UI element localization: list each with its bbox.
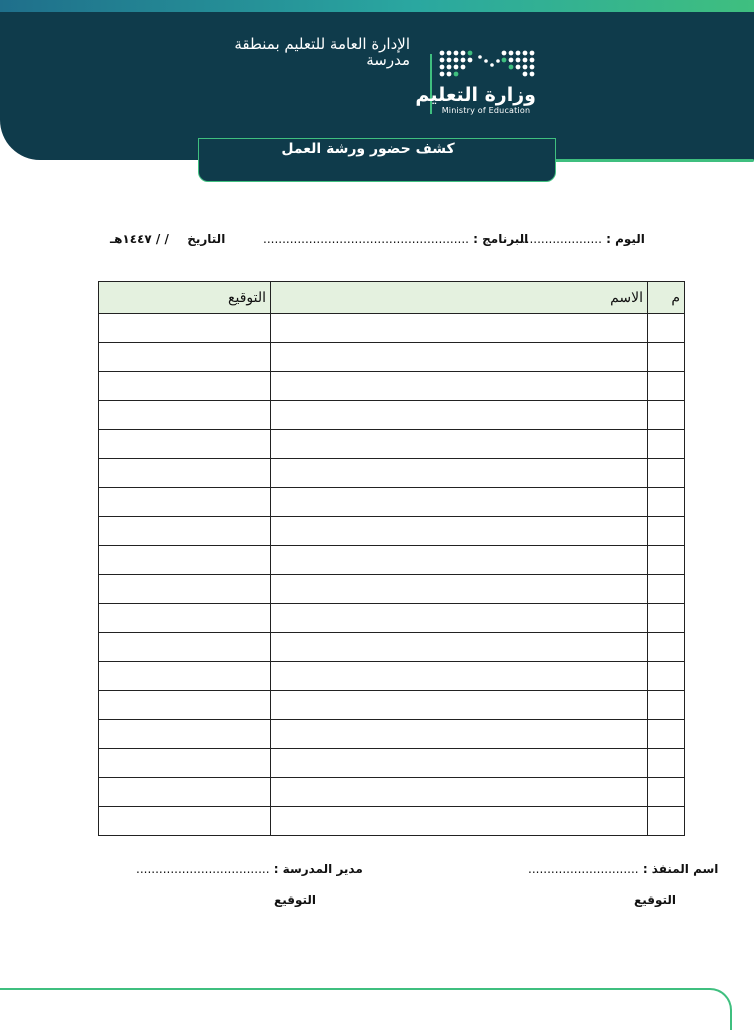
principal-field <box>136 862 363 876</box>
table-row <box>99 749 685 778</box>
date-label: التاريخ <box>187 232 226 246</box>
table-row <box>99 546 685 575</box>
table-row <box>99 314 685 343</box>
day-dots: ...................... <box>518 232 602 246</box>
row-name-cell[interactable] <box>271 372 648 401</box>
attendance-table <box>98 281 685 836</box>
table-row <box>99 430 685 459</box>
principal-label: مدير المدرسة : <box>273 862 363 876</box>
row-name-cell[interactable] <box>271 546 648 575</box>
principal-dots: ................................... <box>136 862 270 876</box>
row-name-cell[interactable] <box>271 604 648 633</box>
day-label: اليوم : <box>606 232 645 246</box>
row-number-cell[interactable] <box>648 488 685 517</box>
row-name-cell[interactable] <box>271 459 648 488</box>
row-signature-cell[interactable] <box>99 430 271 459</box>
row-number-cell[interactable] <box>648 662 685 691</box>
day-field <box>518 232 645 246</box>
col-name-header: الاسم <box>271 282 648 314</box>
dots-logo-icon <box>436 47 536 81</box>
col-number-header: م <box>648 282 685 314</box>
table-row <box>99 459 685 488</box>
row-signature-cell[interactable] <box>99 604 271 633</box>
table-body <box>99 314 685 836</box>
admin-heading <box>200 36 410 68</box>
row-name-cell[interactable] <box>271 430 648 459</box>
row-signature-cell[interactable] <box>99 575 271 604</box>
row-number-cell[interactable] <box>648 691 685 720</box>
row-signature-cell[interactable] <box>99 314 271 343</box>
col-signature-header: التوقيع <box>99 282 271 314</box>
row-name-cell[interactable] <box>271 720 648 749</box>
row-number-cell[interactable] <box>648 343 685 372</box>
table-row <box>99 517 685 546</box>
row-signature-cell[interactable] <box>99 720 271 749</box>
table-row <box>99 604 685 633</box>
row-signature-cell[interactable] <box>99 546 271 575</box>
row-number-cell[interactable] <box>648 546 685 575</box>
title-box <box>198 138 556 182</box>
table-row <box>99 807 685 836</box>
row-signature-cell[interactable] <box>99 633 271 662</box>
row-number-cell[interactable] <box>648 575 685 604</box>
table-row <box>99 372 685 401</box>
ministry-name-en: Ministry of Education <box>441 106 531 115</box>
row-number-cell[interactable] <box>648 517 685 546</box>
page-title: كشف حضور ورشة العمل <box>281 141 455 157</box>
table-row <box>99 662 685 691</box>
executor-field <box>528 862 718 876</box>
row-signature-cell[interactable] <box>99 488 271 517</box>
row-name-cell[interactable] <box>271 633 648 662</box>
row-number-cell[interactable] <box>648 430 685 459</box>
table-row <box>99 720 685 749</box>
table-row <box>99 633 685 662</box>
row-name-cell[interactable] <box>271 807 648 836</box>
row-signature-cell[interactable] <box>99 459 271 488</box>
row-signature-cell[interactable] <box>99 343 271 372</box>
row-signature-cell[interactable] <box>99 401 271 430</box>
table-row <box>99 778 685 807</box>
top-accent-strip <box>0 0 754 12</box>
principal-signature-label: التوقيع <box>274 893 316 907</box>
row-signature-cell[interactable] <box>99 807 271 836</box>
row-signature-cell[interactable] <box>99 517 271 546</box>
row-number-cell[interactable] <box>648 459 685 488</box>
ministry-name-ar: وزارة التعليم <box>415 84 536 106</box>
row-name-cell[interactable] <box>271 662 648 691</box>
admin-line: الإدارة العامة للتعليم بمنطقة <box>234 35 410 53</box>
row-name-cell[interactable] <box>271 343 648 372</box>
table-header-row <box>99 282 685 314</box>
executor-label: اسم المنفذ : <box>642 862 719 876</box>
table-row <box>99 343 685 372</box>
row-name-cell[interactable] <box>271 401 648 430</box>
row-signature-cell[interactable] <box>99 691 271 720</box>
row-number-cell[interactable] <box>648 720 685 749</box>
row-name-cell[interactable] <box>271 691 648 720</box>
table-row <box>99 575 685 604</box>
row-name-cell[interactable] <box>271 488 648 517</box>
row-number-cell[interactable] <box>648 314 685 343</box>
row-number-cell[interactable] <box>648 372 685 401</box>
program-field <box>263 232 528 246</box>
program-dots: ...................................................... <box>263 232 469 246</box>
row-name-cell[interactable] <box>271 778 648 807</box>
row-number-cell[interactable] <box>648 749 685 778</box>
row-name-cell[interactable] <box>271 575 648 604</box>
row-name-cell[interactable] <box>271 749 648 778</box>
table-row <box>99 488 685 517</box>
row-number-cell[interactable] <box>648 807 685 836</box>
row-signature-cell[interactable] <box>99 778 271 807</box>
row-signature-cell[interactable] <box>99 749 271 778</box>
row-signature-cell[interactable] <box>99 662 271 691</box>
table-row <box>99 401 685 430</box>
program-label: البرنامج : <box>473 232 529 246</box>
row-name-cell[interactable] <box>271 517 648 546</box>
executor-signature-label: التوقيع <box>634 893 676 907</box>
row-number-cell[interactable] <box>648 604 685 633</box>
school-line: مدرسة <box>366 51 410 69</box>
ministry-logo <box>415 44 540 124</box>
executor-dots: ............................. <box>528 862 639 876</box>
table-row <box>99 691 685 720</box>
date-field <box>110 232 225 246</box>
row-number-cell[interactable] <box>648 778 685 807</box>
row-name-cell[interactable] <box>271 314 648 343</box>
row-number-cell[interactable] <box>648 633 685 662</box>
row-number-cell[interactable] <box>648 401 685 430</box>
row-signature-cell[interactable] <box>99 372 271 401</box>
bottom-frame-line <box>0 988 732 1030</box>
date-value: / / ١٤٤٧هـ <box>110 232 169 246</box>
